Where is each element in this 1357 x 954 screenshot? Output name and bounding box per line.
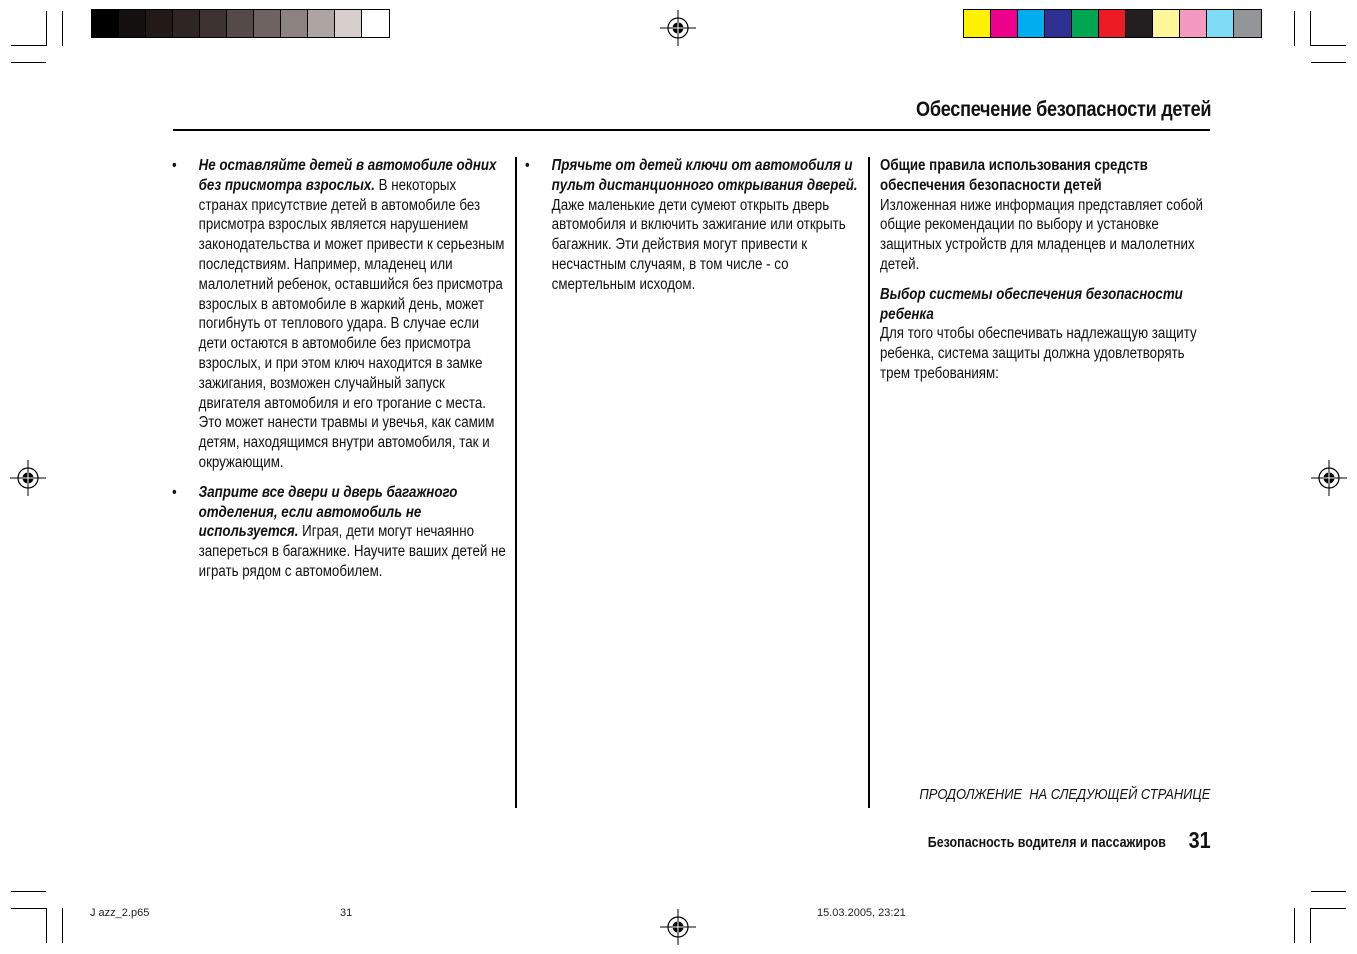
crop-mark-bl-v2 bbox=[62, 908, 63, 943]
crop-mark-br-v2 bbox=[1294, 908, 1295, 943]
crop-mark-bl-h bbox=[11, 908, 46, 909]
bullet-item bbox=[172, 156, 507, 473]
registration-mark-left bbox=[10, 460, 46, 496]
slug-timestamp: 15.03.2005, 23:21 bbox=[817, 907, 906, 919]
color-swatch bbox=[1126, 10, 1153, 37]
crop-mark-tr-v2 bbox=[1294, 11, 1295, 46]
footer-section-title: Безопасность водителя и пассажиров bbox=[927, 835, 1166, 851]
section-text: Изложенная ниже информация представляет собой общие рекомендации по выбору и установке защитных устройств для младенцев и малолетних детей. bbox=[880, 196, 1203, 273]
gray-swatch bbox=[173, 10, 200, 37]
crop-mark-tr-h2 bbox=[1311, 62, 1346, 63]
continued-note: ПРОДОЛЖЕНИЕ НА СЛЕДУЮЩЕЙ СТРАНИЦЕ bbox=[918, 786, 1210, 803]
registration-mark-right bbox=[1311, 460, 1347, 496]
section-text: Для того чтобы обеспечивать надлежащую защиту ребенка, система защиты должна удовлетворять трем требованиям: bbox=[880, 325, 1197, 382]
gray-swatch bbox=[200, 10, 227, 37]
registration-mark-top bbox=[660, 10, 696, 46]
crop-mark-tr-v bbox=[1310, 11, 1311, 46]
crop-mark-tr-h bbox=[1311, 45, 1346, 46]
slug-filename: J azz_2.p65 bbox=[90, 907, 150, 919]
color-swatch bbox=[1018, 10, 1045, 37]
gray-swatch bbox=[227, 10, 254, 37]
section-heading: Выбор системы обеспечения безопасности ребенка bbox=[880, 285, 1183, 323]
gray-swatch bbox=[362, 10, 389, 37]
bullet-icon: • bbox=[172, 483, 177, 501]
gray-swatch bbox=[254, 10, 281, 37]
crop-mark-bl-v bbox=[46, 908, 47, 943]
bullet-text: Даже маленькие дети сумеют открыть дверь автомобиля и включить зажигание или открыть багажник. Эти действия могут привести к несчастным случаям, в том числе - со смертельным исходом. bbox=[551, 196, 846, 293]
bullet-item bbox=[172, 483, 507, 582]
gray-swatch bbox=[308, 10, 335, 37]
bullet-lead: Заприте все двери и дверь багажного отделения, если автомобиль не используется. bbox=[198, 483, 458, 541]
bullet-item bbox=[525, 156, 860, 295]
column-3 bbox=[880, 156, 1211, 394]
color-swatch bbox=[1072, 10, 1099, 37]
crop-mark-br-h bbox=[1311, 908, 1346, 909]
color-swatch bbox=[1099, 10, 1126, 37]
color-swatch bbox=[991, 10, 1018, 37]
gray-swatch bbox=[119, 10, 146, 37]
crop-mark-tl-v2 bbox=[62, 11, 63, 46]
column-divider-2 bbox=[868, 157, 870, 808]
section-general-rules bbox=[880, 156, 1211, 275]
column-divider-1 bbox=[515, 157, 517, 808]
crop-mark-br-v bbox=[1310, 908, 1311, 943]
gray-swatch-strip bbox=[91, 9, 390, 38]
gray-swatch bbox=[281, 10, 308, 37]
gray-swatch bbox=[335, 10, 362, 37]
crop-mark-br-h2 bbox=[1311, 891, 1346, 892]
bullet-text: В некоторых странах присутствие детей в автомобиле без присмотра взрослых является нарушением законодательства и может привести к серьезным последствиям. Например, младенец или малолетний ребенок, оставшийся без присмотра взрослых в автомобиле в жаркий день, может погибнуть от теплового удара. В случае если дети остаются в автомобиле без присмотра взрослых, и при этом ключ находится в замке зажигания, возможен случайный запуск двигателя автомобиля и его трогание с места. Это может нанести травмы и увечья, как самим детям, находящимся внутри автомобиля, так и окружающим. bbox=[198, 176, 505, 471]
registration-mark-bottom bbox=[660, 909, 696, 945]
header-rule bbox=[173, 129, 1210, 131]
bullet-icon: • bbox=[525, 157, 530, 174]
gray-swatch bbox=[146, 10, 173, 37]
bullet-text: Играя, дети могут нечаянно запереться в багажнике. Научите ваших детей не играть рядом с автомобилем. bbox=[198, 523, 506, 580]
page-title: Обеспечение безопасности детей bbox=[915, 98, 1211, 121]
crop-mark-tl-v bbox=[46, 11, 47, 46]
bullet-lead: Прячьте от детей ключи от автомобиля и пульт дистанционного открывания дверей. bbox=[551, 157, 858, 194]
section-heading: Общие правила использования средств обеспечения безопасности детей bbox=[880, 157, 1148, 194]
color-swatch bbox=[1234, 10, 1261, 37]
section-choosing-system bbox=[880, 285, 1211, 384]
crop-mark-tl-h2 bbox=[11, 62, 46, 63]
bullet-icon: • bbox=[172, 157, 177, 174]
color-swatch-strip bbox=[963, 9, 1262, 38]
bullet-lead: Не оставляйте детей в автомобиле одних без присмотра взрослых. bbox=[198, 157, 497, 194]
color-swatch bbox=[1180, 10, 1207, 37]
gray-swatch bbox=[92, 10, 119, 37]
color-swatch bbox=[1153, 10, 1180, 37]
page-number: 31 bbox=[1188, 827, 1211, 853]
crop-mark-tl-h bbox=[11, 45, 46, 46]
column-1 bbox=[172, 156, 507, 592]
color-swatch bbox=[1045, 10, 1072, 37]
color-swatch bbox=[1207, 10, 1234, 37]
slug-page: 31 bbox=[340, 907, 353, 919]
color-swatch bbox=[964, 10, 991, 37]
column-2 bbox=[525, 156, 860, 305]
crop-mark-bl-h2 bbox=[11, 891, 46, 892]
